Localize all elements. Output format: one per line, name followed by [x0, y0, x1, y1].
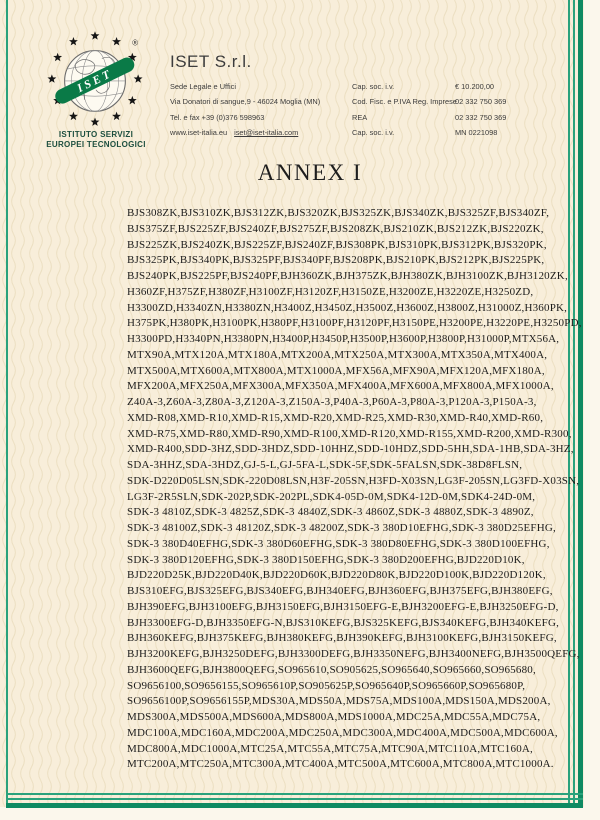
- code-line: BJS240PK,BJS225PF,BJS240PF,BJH360ZK,BJH375ZK,BJH380ZK,BJH3100ZK,BJH3120ZK,: [127, 270, 568, 282]
- address-line-web: [170, 125, 320, 140]
- code-line: SO9656100,SO9656155,SO965610P,SO905625P,SO965640P,SO965660P,SO965680P,: [127, 679, 526, 692]
- annex-code-list: [127, 206, 597, 773]
- code-line: BJH390EFG,BJH3100EFG,BJH3150EFG,BJH3150EFG-E,BJH3200EFG-E,BJH3250EFG-D,: [127, 600, 559, 613]
- code-line: MTX500A,MTX600A,MTX800A,MTX1000A,MFX56A,MFX90A,MFX120A,MFX180A,: [127, 364, 545, 377]
- code-line: LG3F-2R5SLN,SDK-202P,SDK-202PL,SDK4-05D-0M,SDK4-12D-0M,SDK4-24D-0M,: [127, 490, 536, 503]
- code-line: SO9656100P,SO9656155P,MDS30A,MDS50A,MDS75A,MDS100A,MDS150A,MDS200A,: [127, 695, 551, 708]
- registered-trademark-symbol: ®: [132, 38, 139, 48]
- frame-line-bottom-outer: [6, 803, 583, 808]
- code-line: MDC800A,MDC1000A,MTC25A,MTC55A,MTC75A,MTC90A,MTC110A,MTC160A,: [127, 742, 533, 755]
- registry-label: Cod. Fisc. e P.IVA Reg. Imprese: [352, 97, 457, 107]
- code-line: BJH360KEFG,BJH375KEFG,BJH380KEFG,BJH390KEFG,BJH3100KEFG,BJH3150KEFG,: [127, 632, 557, 645]
- org-name-line2: EUROPEI TECNOLOGICI: [46, 139, 146, 149]
- code-line: BJH3200KEFG,BJH3250DEFG,BJH3300DEFG,BJH3350NEFG,BJH3400NEFG,BJH3500QEFG,: [127, 648, 580, 660]
- page-title: ANNEX I: [257, 160, 363, 185]
- code-line: MTC200A,MTC250A,MTC300A,MTC400A,MTC500A,MTC600A,MTC800A,MTC1000A.: [127, 758, 554, 771]
- address-line-offices: Sede Legale e Uffici: [170, 82, 237, 91]
- code-line: MTX90A,MTX120A,MTX180A,MTX200A,MTX250A,MTX300A,MTX350A,MTX400A,: [127, 348, 548, 361]
- registry-label: Cap. soc. i.v.: [352, 127, 395, 137]
- code-line: H3300PD,H3340PN,H3380PN,H3400P,H3450P,H3500P,H3600P,H3800P,H31000P,MTX56A,: [127, 333, 560, 345]
- code-line: Z40A-3,Z60A-3,Z80A-3,Z120A-3,Z150A-3,P40A-3,P60A-3,P80A-3,P120A-3,P150A-3,: [127, 396, 537, 408]
- code-line: SDK-3 48100Z,SDK-3 48120Z,SDK-3 48200Z,SDK-3 380D10EFHG,SDK-3 380D25EFHG,: [127, 522, 556, 534]
- code-line: BJS308ZK,BJS310ZK,BJS312ZK,BJS320ZK,BJS325ZK,BJS340ZK,BJS325ZF,BJS340ZF,: [127, 207, 550, 219]
- code-line: XMD-R75,XMD-R80,XMD-R90,XMD-R100,XMD-R120,XMD-R155,XMD-R200,XMD-R300,: [127, 427, 572, 440]
- registry-label: REA: [352, 112, 368, 122]
- code-line: XMD-R08,XMD-R10,XMD-R15,XMD-R20,XMD-R25,XMD-R30,XMD-R40,XMD-R60,: [127, 411, 544, 424]
- registry-row: [352, 94, 506, 109]
- iset-globe-logo: [46, 30, 144, 128]
- registry-row: [352, 125, 506, 140]
- frame-line-bottom-inner: [6, 793, 583, 795]
- address-line-street: Via Donatori di sangue,9 - 46024 Moglia (MN): [170, 97, 321, 107]
- registry-value: 02 332 750 369: [455, 112, 507, 122]
- registry-row: [352, 110, 506, 125]
- address-line-phone: Tel. e fax +39 (0)376 598963: [170, 112, 265, 122]
- email-link[interactable]: iset@iset-italia.com: [234, 127, 299, 137]
- code-line: SDK-D220D05LSN,SDK-220D08LSN,H3F-205SN,H3FD-X03SN,LG3F-205SN,LG3FD-X03SN,: [127, 474, 580, 487]
- code-line: H375PK,H380PK,H3100PK,H380PF,H3100PF,H3120PF,H3150PE,H3200PE,H3220PE,H3250PD,: [127, 317, 582, 330]
- ribbon-text: ISET: [75, 66, 115, 96]
- registry-label: Cap. soc. i.v.: [352, 82, 395, 91]
- website-link[interactable]: www.iset-italia.eu: [170, 127, 228, 137]
- code-line: BJD220D25K,BJD220D40K,BJD220D60K,BJD220D80K,BJD220D100K,BJD220D120K,: [127, 569, 546, 582]
- code-line: H3300ZD,H3340ZN,H3380ZN,H3400Z,H3450Z,H3500Z,H3600Z,H3800Z,H31000Z,H360PK,: [127, 301, 568, 314]
- code-line: BJS375ZF,BJS225ZF,BJS240ZF,BJS275ZF,BJS208ZK,BJS210ZK,BJS212ZK,BJS220ZK,: [127, 222, 544, 235]
- registry-value: € 10.200,00: [455, 82, 495, 91]
- registry-value: 02 332 750 369: [455, 97, 507, 107]
- code-line: BJS225ZK,BJS240ZK,BJS225ZF,BJS240ZF,BJS308PK,BJS310PK,BJS312PK,BJS320PK,: [127, 238, 547, 251]
- frame-line-left: [6, 0, 8, 807]
- code-line: SDK-3 380D40EFHG,SDK-3 380D60EFHG,SDK-3 380D80EFHG,SDK-3 380D100EFHG,: [127, 537, 550, 550]
- frame-line-bottom-middle: [6, 798, 583, 800]
- code-line: SDK-3 4810Z,SDK-3 4825Z,SDK-3 4840Z,SDK-3 4860Z,SDK-3 4880Z,SDK-3 4890Z,: [127, 506, 534, 519]
- code-line: BJS310EFG,BJS325EFG,BJS340EFG,BJH340EFG,BJH360EFG,BJH375EFG,BJH380EFG,: [127, 585, 553, 597]
- code-line: MDC100A,MDC160A,MDC200A,MDC250A,MDC300A,MDC400A,MDC500A,MDC600A,: [127, 726, 558, 739]
- code-line: XMD-R400,SDD-3HZ,SDD-3HDZ,SDD-10HHZ,SDD-10HDZ,SDD-5HH,SDA-1HB,SDA-3HZ,: [127, 443, 574, 456]
- code-line: BJH3600QEFG,BJH3800QEFG,SO965610,SO905625,SO965640,SO965660,SO965680,: [127, 663, 536, 676]
- code-line: MDS300A,MDS500A,MDS600A,MDS800A,MDS1000A,MDC25A,MDC55A,MDC75A,: [127, 711, 541, 723]
- code-line: H360ZF,H375ZF,H380ZF,H3100ZF,H3120ZF,H3150ZE,H3200ZE,H3220ZE,H3250ZD,: [127, 285, 534, 298]
- registry-row: [352, 79, 506, 94]
- org-name-line1: ISTITUTO SERVIZI: [58, 130, 134, 139]
- code-line: MFX200A,MFX250A,MFX300A,MFX350A,MFX400A,MFX600A,MFX800A,MFX1000A,: [127, 380, 554, 393]
- organization-name: [20, 130, 172, 149]
- registry-block: [352, 79, 506, 140]
- code-line: BJH3300EFG-D,BJH3350EFG-N,BJS310KEFG,BJS325KEFG,BJS340KEFG,BJH340KEFG,: [127, 616, 560, 629]
- registry-value: MN 0221098: [455, 127, 498, 137]
- company-name: ISET S.r.l.: [170, 52, 252, 71]
- code-line: SDK-3 380D120EFHG,SDK-3 380D150EFHG,SDK-3 380D200EFHG,BJD220D10K,: [127, 553, 525, 566]
- code-line: SDA-3HHZ,SDA-3HDZ,GJ-5-L,GJ-5FA-L,SDK-5F,SDK-5FALSN,SDK-38D8FLSN,: [127, 459, 523, 471]
- address-block: [170, 79, 320, 140]
- code-line: BJS325PK,BJS340PK,BJS325PF,BJS340PF,BJS208PK,BJS210PK,BJS212PK,BJS225PK,: [127, 254, 545, 267]
